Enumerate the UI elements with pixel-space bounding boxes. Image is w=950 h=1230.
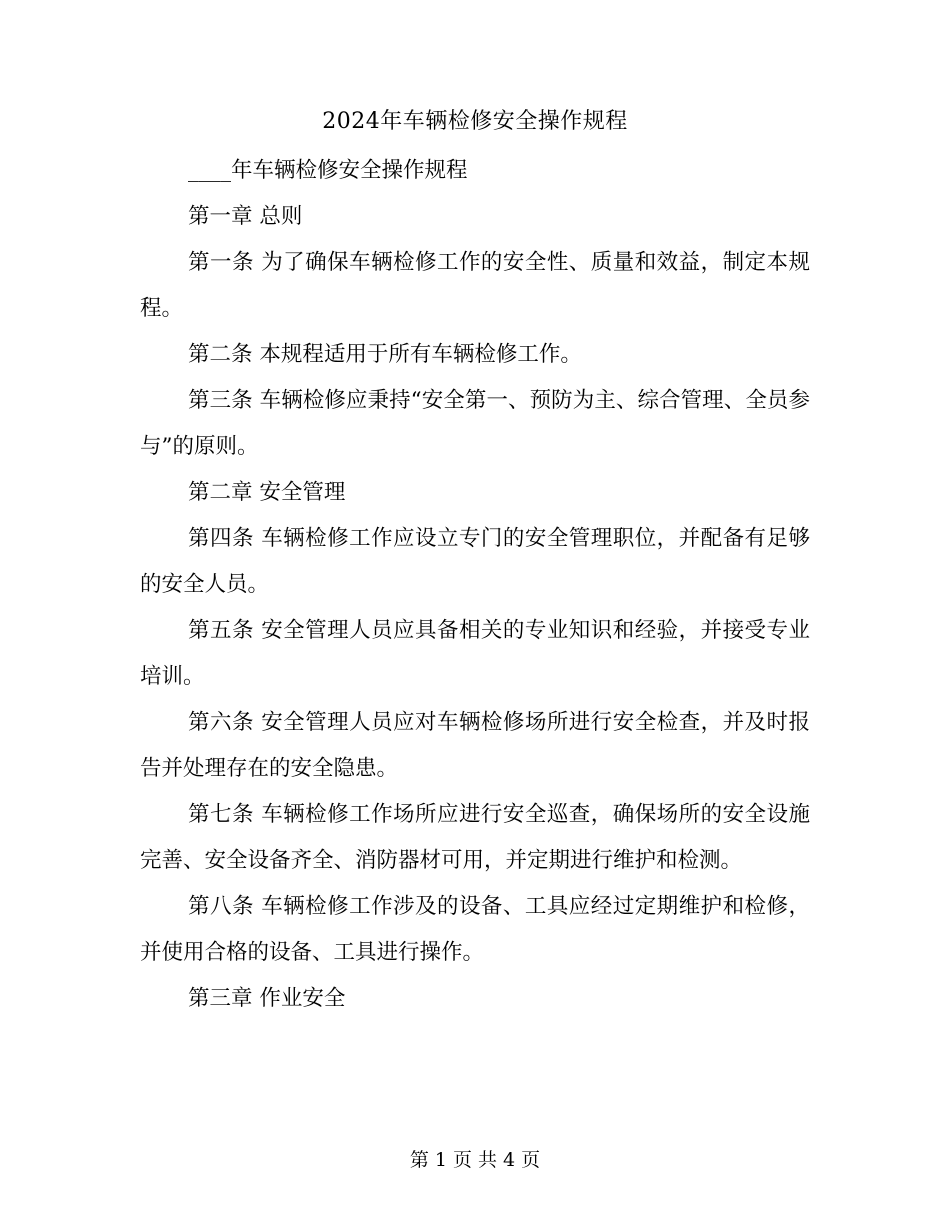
article-paragraph: 第一条 为了确保车辆检修工作的安全性、质量和效益，制定本规程。 (140, 250, 810, 321)
article-paragraph: 第六条 安全管理人员应对车辆检修场所进行安全检查，并及时报告并处理存在的安全隐患。 (140, 710, 810, 781)
article-paragraph: 第七条 车辆检修工作场所应进行安全巡查，确保场所的安全设施完善、安全设备齐全、消防器材可用，并定期进行维护和检测。 (140, 802, 810, 873)
chapter-heading: 第一章 总则 (188, 204, 303, 229)
article-paragraph: 第五条 安全管理人员应具备相关的专业知识和经验，并接受专业培训。 (140, 618, 810, 689)
subtitle-paragraph: ____年车辆检修安全操作规程 (188, 158, 468, 183)
article-paragraph: 第四条 车辆检修工作应设立专门的安全管理职位，并配备有足够的安全人员。 (140, 526, 810, 597)
article-paragraph: 第二条 本规程适用于所有车辆检修工作。 (188, 342, 582, 367)
chapter-heading: 第三章 作业安全 (188, 986, 346, 1011)
document-title: 2024年车辆检修安全操作规程 (322, 109, 628, 134)
page-number-footer: 第 1 页 共 4 页 (409, 1149, 541, 1171)
article-paragraph: 第八条 车辆检修工作涉及的设备、工具应经过定期维护和检修，并使用合格的设备、工具进行操作。 (140, 894, 810, 965)
document-body (140, 148, 810, 1022)
article-paragraph: 第三条 车辆检修应秉持“安全第一、预防为主、综合管理、全员参与”的原则。 (140, 388, 810, 459)
chapter-heading: 第二章 安全管理 (188, 480, 346, 505)
